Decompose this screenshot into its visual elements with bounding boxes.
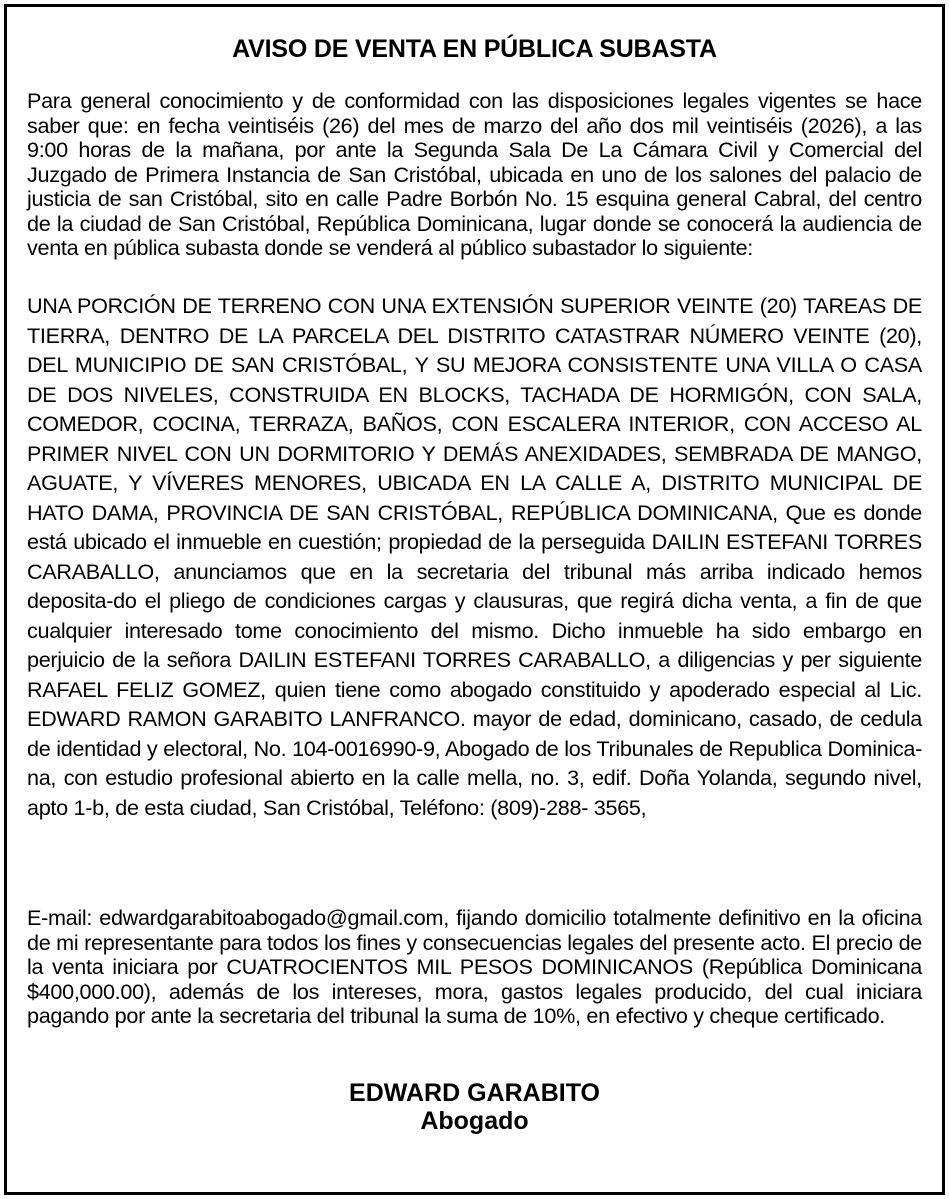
auction-notice	[4, 4, 945, 1195]
notice-title: AVISO DE VENTA EN PÚBLICA SUBASTA	[232, 35, 717, 63]
notice-paragraph-terms: E-mail: edwardgarabitoabogado@gmail.com, fijando domicilio totalmente definitivo en la oficina de mi representante para todos los fines y consecuencias legales del presente acto. El precio de la venta iniciara por CUATROCIENTOS MIL PESOS DOMINICANOS (República Dominicana $400,000.00), además de los intereses, mora, gastos legales producido, del cual iniciara pagando por ante la secretaria del tribunal la suma de 10%, en efectivo y cheque certificado.	[27, 905, 922, 1028]
signature-block	[7, 1079, 942, 1135]
signature-role: Abogado	[420, 1107, 529, 1135]
notice-paragraph-intro: Para general conocimiento y de conformidad con las disposiciones legales vigentes se hace saber que: en fecha veintiséis (26) del mes de marzo del año dos mil veintiséis (2026), a las 9:00 horas de la mañana, por ante la Segunda Sala De La Cámara Civil y Comercial del Juzgado de Primera Instancia de San Cristóbal, ubicada en uno de los salones del palacio de justicia de san Cristóbal, sito en calle Padre Borbón No. 15 esquina general Cabral, del centro de la ciudad de San Cristóbal, República Dominicana, lugar donde se conocerá la audiencia de venta en pública subasta donde se venderá al público subastador lo siguiente:	[27, 88, 922, 260]
notice-paragraph-property: UNA PORCIÓN DE TERRENO CON UNA EXTENSIÓN SUPERIOR VEINTE (20) TAREAS DE TIERRA, DENTRO DE LA PARCELA DEL DISTRITO CATASTRAR NÚMERO VEINTE (20), DEL MUNICIPIO DE SAN CRISTÓBAL, Y SU MEJORA CONSISTENTE UNA VILLA O CASA DE DOS NIVELES, CONSTRUIDA EN BLOCKS, TACHADA DE HORMIGÓN, CON SALA, COMEDOR, COCINA, TERRAZA, BAÑOS, CON ESCALERA INTERIOR, CON ACCESO AL PRIMER NIVEL CON UN DORMITORIO Y DEMÁS ANEXIDADES, SEMBRADA DE MANGO, AGUATE, Y VÍVERES MENORES, UBICADA EN LA CALLE A, DISTRITO MUNICIPAL DE HATO DAMA, PROVINCIA DE SAN CRISTÓBAL, REPÚBLICA DOMINICANA, Que es donde está ubicado el inmueble en cuestión; propiedad de la perseguida DAILIN ESTEFANI TORRES CARABALLO, anunciamos que en la secretaria del tribunal más arriba indicado hemos deposita-do el pliego de condiciones cargas y clausuras, que regirá dicha venta, a fin de que cualquier interesado tome conocimiento del mismo. Dicho inmueble ha sido embargo en perjuicio de la señora DAILIN ESTEFANI TORRES CARABALLO, a diligencias y per siguiente RAFAEL FELIZ GOMEZ, quien tiene como abogado constituido y apoderado especial al Lic. EDWARD RAMON GARABITO LANFRANCO. mayor de edad, dominicano, casado, de cedula de identidad y electoral, No. 104-0016990-9, Abogado de los Tribunales de Republica Dominica-na, con estudio profesional abierto en la calle mella, no. 3, edif. Doña Yolanda, segundo nivel, apto 1-b, de esta ciudad, San Cristóbal, Teléfono: (809)-288- 3565,	[27, 293, 922, 820]
signature-name: EDWARD GARABITO	[349, 1079, 600, 1107]
